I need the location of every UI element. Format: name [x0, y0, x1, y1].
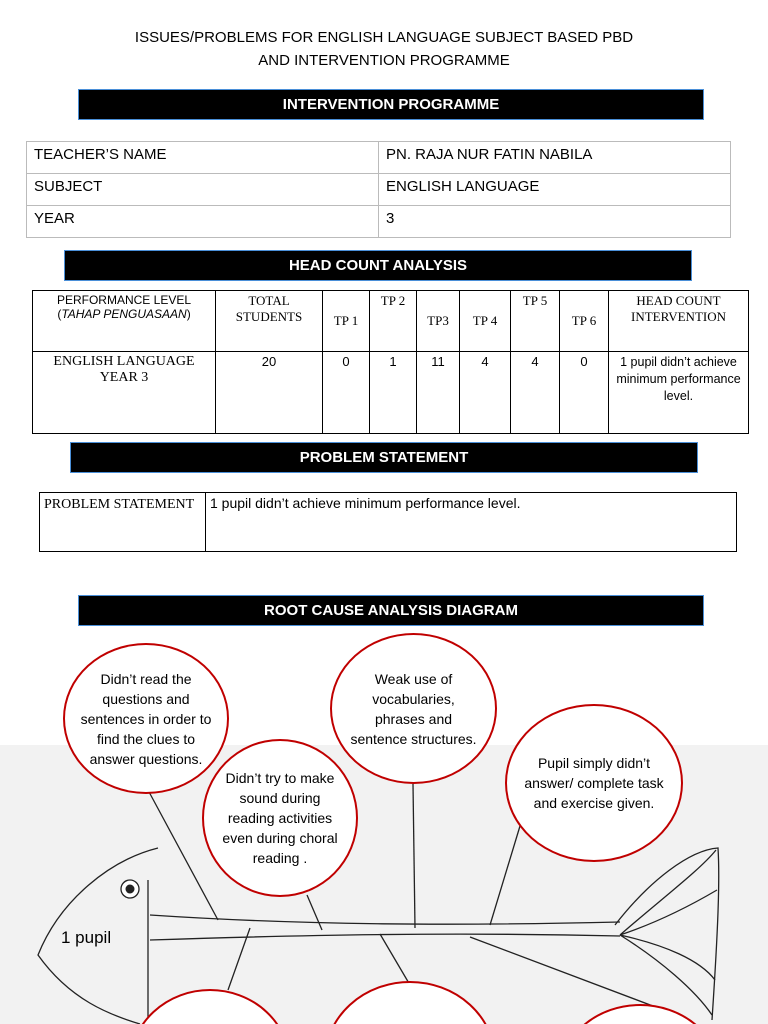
section-header-rootcause: ROOT CAUSE ANALYSIS DIAGRAM: [78, 595, 704, 626]
head-count-header: HEAD COUNT INTERVENTION: [609, 291, 749, 352]
cause-circle-bottom-1: [130, 990, 290, 1024]
total-students-header: TOTAL STUDENTS: [216, 291, 323, 352]
fish-spine-top: [150, 915, 620, 924]
title-line-2: AND INTERVENTION PROGRAMME: [258, 52, 510, 69]
teacher-name-value: PN. RAJA NUR FATIN NABILA: [379, 142, 731, 174]
section-header-intervention: INTERVENTION PROGRAMME: [78, 89, 704, 120]
subject-value: ENGLISH LANGUAGE: [379, 174, 731, 206]
problem-value: 1 pupil didn’t achieve minimum performance level.: [206, 493, 737, 552]
performance-level-header: PERFORMANCE LEVEL (TAHAP PENGUASAAN): [33, 291, 216, 352]
subject-label: SUBJECT: [27, 174, 379, 206]
problem-label: PROBLEM STATEMENT: [40, 493, 206, 552]
bone-2: [307, 895, 322, 930]
cause-circle-1: Didn’t read the questions and sentences in order to find the clues to answer questions.: [63, 643, 229, 794]
head-count-cell: 1 pupil didn’t achieve minimum performance level.: [609, 352, 749, 434]
title-line-1: ISSUES/PROBLEMS FOR ENGLISH LANGUAGE SUBJECT BASED PBD: [134, 29, 634, 46]
bone-4: [490, 826, 520, 925]
tp4-cell: 4: [460, 352, 511, 434]
fish-head-label: 1 pupil: [61, 928, 112, 947]
tp1-cell: 0: [323, 352, 370, 434]
fish-spine-bottom: [150, 934, 620, 940]
year-value: 3: [379, 206, 731, 238]
fish-tail-ribs: [620, 850, 717, 1015]
tp3-cell: 11: [417, 352, 460, 434]
year-label: YEAR: [27, 206, 379, 238]
section-header-headcount: HEAD COUNT ANALYSIS: [64, 250, 692, 281]
tp2-cell: 1: [370, 352, 417, 434]
total-cell: 20: [216, 352, 323, 434]
bone-3: [413, 784, 415, 928]
tp3-header: TP3: [417, 291, 460, 352]
fish-tail-outline: [615, 848, 719, 1020]
cause-circle-3: Pupil simply didn’t answer/ complete task and exercise given.: [505, 704, 683, 862]
teacher-name-label: TEACHER’S NAME: [27, 142, 379, 174]
section-header-problem: PROBLEM STATEMENT: [70, 442, 698, 473]
bone-6: [380, 934, 410, 985]
tp6-header: TP 6: [560, 291, 609, 352]
cause-circle-bottom-3: [560, 1005, 720, 1024]
tp5-cell: 4: [511, 352, 560, 434]
tp5-header: TP 5: [511, 291, 560, 352]
cause-circle-2: Weak use of vocabularies, phrases and sentence structures.: [330, 633, 497, 784]
tp2-header: TP 2: [370, 291, 417, 352]
cause-circle-bottom-2: [325, 982, 495, 1024]
cause-circle-4: Didn’t try to make sound during reading activities even during choral reading .: [202, 739, 358, 897]
fish-pupil-icon: [126, 885, 135, 894]
tp4-header: TP 4: [460, 291, 511, 352]
subject-cell: ENGLISH LANGUAGE YEAR 3: [33, 352, 216, 434]
tp6-cell: 0: [560, 352, 609, 434]
tp1-header: TP 1: [323, 291, 370, 352]
